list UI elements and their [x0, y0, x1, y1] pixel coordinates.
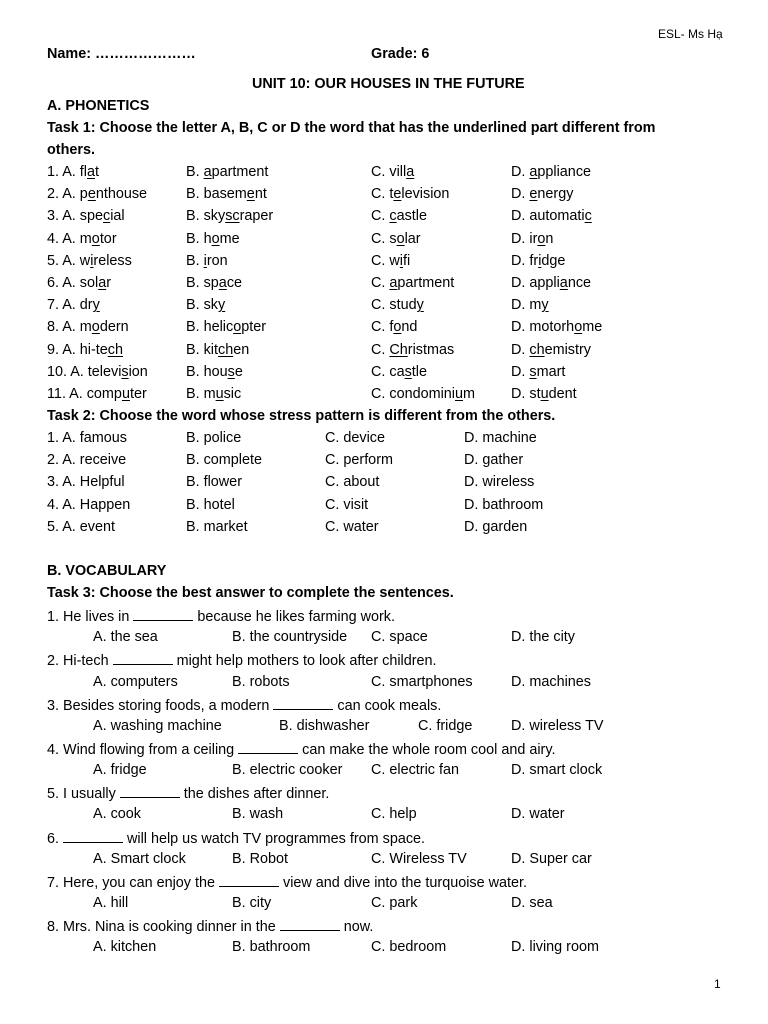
underlined-part: s: [121, 363, 129, 380]
task1-option: 5. A. wireless: [47, 252, 132, 269]
task3-option: A. hill: [93, 895, 129, 911]
underlined-part: s: [227, 363, 235, 380]
underlined-part: c: [103, 208, 111, 225]
task3-option: D. machines: [511, 673, 591, 690]
answer-blank: [238, 741, 298, 754]
underlined-part: o: [396, 230, 405, 247]
task1-option: 8. A. modern: [47, 319, 129, 336]
task1-option: B. helicopter: [186, 319, 267, 336]
task3-option: A. computers: [93, 673, 178, 690]
underlined-part: c: [584, 208, 592, 225]
task1-option: B. sky: [186, 297, 226, 314]
header-author: ESL- Ms Hạ: [658, 27, 723, 41]
task2-option: D. bathroom: [464, 496, 544, 513]
answer-blank: [120, 785, 180, 798]
task1-instruction: Task 1: Choose the letter A, B, C or D the word that has the underlined part different from: [47, 120, 656, 136]
task1-option: D. appliance: [511, 275, 592, 291]
underlined-part: a: [203, 164, 212, 180]
underlined-part: y: [416, 297, 424, 314]
task3-option: C. electric fan: [371, 762, 459, 779]
task3-option: A. kitchen: [93, 939, 157, 956]
underlined-part: ch: [529, 341, 545, 358]
underlined-part: u: [454, 386, 463, 402]
task3-option: D. water: [511, 806, 565, 823]
answer-blank: [280, 918, 340, 931]
task1-option: B. iron: [186, 252, 228, 269]
underlined-part: s: [529, 363, 537, 380]
task1-instruction-cont: others.: [47, 142, 95, 158]
underlined-part: c: [389, 208, 397, 225]
task1-option: D. appliance: [511, 164, 592, 180]
task1-option: C. study: [371, 297, 424, 314]
task2-instruction: Task 2: Choose the word whose stress pattern is different from the others.: [47, 408, 556, 424]
task3-instruction: Task 3: Choose the best answer to complete the sentences.: [47, 585, 454, 601]
underlined-part: i: [203, 252, 207, 269]
task3-option: A. the sea: [93, 629, 158, 646]
task3-option: C. fridge: [418, 717, 473, 734]
task1-option: 7. A. dry: [47, 297, 100, 314]
underlined-part: o: [91, 319, 100, 336]
task3-option: B. electric cooker: [232, 762, 343, 779]
task1-option: 11. A. computer: [47, 386, 147, 402]
underlined-part: y: [92, 297, 100, 314]
task1-option: D. my: [511, 297, 549, 314]
task1-option: 1. A. flat: [47, 164, 100, 180]
task2-option: C. about: [325, 474, 380, 491]
underlined-part: o: [233, 319, 242, 336]
task1-option: D. energy: [511, 186, 574, 203]
task3-option: C. Wireless TV: [371, 850, 467, 867]
underlined-part: ch: [218, 341, 234, 358]
task3-option: B. robots: [232, 673, 290, 690]
task3-option: B. bathroom: [232, 939, 311, 956]
task2-option: B. police: [186, 430, 242, 446]
underlined-part: o: [393, 319, 402, 336]
task3-option: A. cook: [93, 806, 141, 823]
task3-question: 1. He lives in because he likes farming work.: [47, 609, 395, 625]
task2-option: C. visit: [325, 496, 369, 513]
task3-option: D. sea: [511, 895, 553, 911]
underlined-part: a: [406, 164, 415, 180]
task3-option: A. fridge: [93, 762, 147, 779]
task3-option: C. smartphones: [371, 673, 473, 690]
underlined-part: u: [540, 386, 549, 402]
underlined-part: y: [541, 297, 549, 314]
task2-option: C. device: [325, 430, 385, 446]
task1-option: C. wifi: [371, 252, 411, 269]
task1-option: C. Christmas: [371, 341, 455, 358]
task3-option: D. smart clock: [511, 762, 603, 779]
task1-option: C. condominium: [371, 386, 475, 402]
underlined-part: e: [246, 186, 255, 203]
task1-option: 10. A. television: [47, 363, 148, 380]
task3-option: B. city: [232, 895, 272, 911]
task3-question: 3. Besides storing foods, a modern can cook meals.: [47, 697, 442, 714]
task1-option: C. apartment: [371, 275, 455, 291]
task1-option: B. home: [186, 230, 240, 247]
underlined-part: a: [389, 275, 398, 291]
underlined-part: u: [215, 386, 224, 402]
underlined-part: sc: [225, 208, 240, 225]
task3-option: C. help: [371, 806, 417, 823]
answer-blank: [219, 874, 279, 887]
task1-option: B. basement: [186, 186, 267, 203]
underlined-part: o: [91, 230, 100, 247]
task3-question: 2. Hi-tech might help mothers to look after children.: [47, 653, 437, 670]
underlined-part: s: [404, 363, 412, 380]
task1-option: C. fond: [371, 319, 418, 336]
page-number: 1: [714, 977, 721, 991]
task1-option: D. smart: [511, 363, 566, 380]
unit-title: UNIT 10: OUR HOUSES IN THE FUTURE: [252, 76, 525, 92]
task1-option: D. student: [511, 386, 577, 402]
underlined-part: a: [87, 164, 96, 180]
underlined-part: o: [574, 319, 583, 336]
underlined-part: a: [529, 164, 538, 180]
task1-option: 4. A. motor: [47, 230, 117, 247]
underlined-part: e: [529, 186, 538, 203]
task3-option: D. Super car: [511, 850, 592, 867]
task2-option: D. garden: [464, 518, 528, 535]
task3-option: B. Robot: [232, 850, 288, 867]
task2-option: 5. A. event: [47, 518, 116, 535]
section-b-heading: B. VOCABULARY: [47, 563, 167, 579]
task2-option: 2. A. receive: [47, 452, 127, 469]
task1-option: 6. A. solar: [47, 275, 112, 291]
task1-option: D. chemistry: [511, 341, 591, 358]
task1-option: B. space: [186, 275, 243, 291]
task3-option: C. bedroom: [371, 939, 447, 956]
task1-option: C. solar: [371, 230, 421, 247]
underlined-part: i: [538, 252, 542, 269]
underlined-part: ch: [107, 341, 123, 358]
task3-question: 4. Wind flowing from a ceiling can make the whole room cool and airy.: [47, 741, 556, 758]
task2-option: C. perform: [325, 452, 393, 469]
underlined-part: a: [98, 275, 107, 291]
task3-option: B. wash: [232, 806, 284, 823]
task1-option: C. castle: [371, 208, 427, 225]
task3-option: D. wireless TV: [511, 717, 604, 734]
task3-option: C. space: [371, 629, 428, 646]
task1-option: B. skyscraper: [186, 208, 274, 225]
task3-question: 8. Mrs. Nina is cooking dinner in the now.: [47, 919, 374, 936]
task3-option: C. park: [371, 895, 418, 911]
task1-option: 3. A. special: [47, 208, 125, 225]
underlined-part: e: [393, 186, 402, 203]
answer-blank: [133, 608, 193, 621]
underlined-part: o: [537, 230, 546, 247]
task3-option: D. living room: [511, 939, 599, 956]
task2-option: 1. A. famous: [47, 430, 127, 446]
task1-option: D. automatic: [511, 208, 592, 225]
task3-option: B. dishwasher: [279, 717, 370, 734]
name-label: Name: …………………: [47, 46, 196, 62]
task2-option: B. market: [186, 518, 248, 535]
underlined-part: o: [211, 230, 220, 247]
task1-option: 2. A. penthouse: [47, 186, 148, 203]
task1-option: C. television: [371, 186, 450, 203]
answer-blank: [63, 830, 123, 843]
task1-option: B. house: [186, 363, 243, 380]
underlined-part: i: [399, 252, 403, 269]
underlined-part: Ch: [389, 341, 408, 358]
task1-option: C. villa: [371, 164, 415, 180]
task2-option: B. flower: [186, 474, 242, 491]
answer-blank: [273, 697, 333, 710]
task3-option: D. the city: [511, 629, 575, 646]
task1-option: C. castle: [371, 363, 427, 380]
task1-option: 9. A. hi-tech: [47, 341, 123, 358]
task3-option: A. Smart clock: [93, 850, 186, 867]
task2-option: C. water: [325, 518, 379, 535]
task1-option: B. kitchen: [186, 341, 250, 358]
task1-option: D. motorhome: [511, 319, 603, 336]
task1-option: D. fridge: [511, 252, 566, 269]
underlined-part: a: [218, 275, 227, 291]
underlined-part: a: [559, 275, 568, 291]
answer-blank: [113, 652, 173, 665]
task2-option: B. hotel: [186, 496, 235, 513]
task3-question: 5. I usually the dishes after dinner.: [47, 786, 330, 803]
grade-label: Grade: 6: [371, 46, 430, 62]
task3-option: A. washing machine: [93, 717, 222, 734]
task1-option: B. apartment: [186, 164, 269, 180]
underlined-part: y: [218, 297, 226, 314]
task2-option: B. complete: [186, 452, 262, 469]
task1-option: B. music: [186, 386, 242, 402]
task3-option: B. the countryside: [232, 629, 348, 646]
task2-option: D. wireless: [464, 474, 535, 491]
task1-option: D. iron: [511, 230, 554, 247]
task3-question: 6. will help us watch TV programmes from space.: [47, 830, 426, 847]
underlined-part: u: [121, 386, 130, 402]
task2-option: 3. A. Helpful: [47, 474, 125, 491]
task3-question: 7. Here, you can enjoy the view and dive into the turquoise water.: [47, 874, 527, 891]
task2-option: D. gather: [464, 452, 524, 469]
underlined-part: i: [90, 252, 94, 269]
task2-option: 4. A. Happen: [47, 496, 131, 513]
section-a-heading: A. PHONETICS: [47, 98, 150, 114]
underlined-part: e: [87, 186, 96, 203]
task2-option: D. machine: [464, 430, 537, 446]
